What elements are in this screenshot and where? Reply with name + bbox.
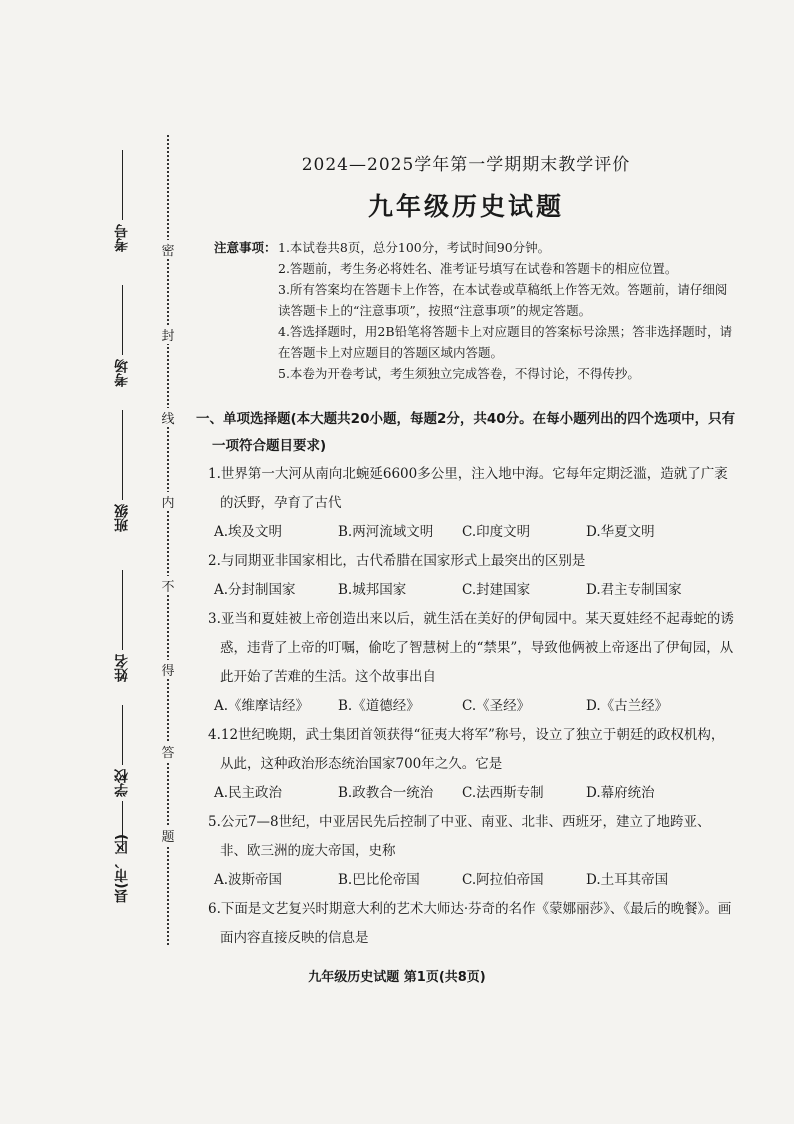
notice-block — [196, 237, 736, 384]
exam-content — [196, 150, 736, 953]
field-class: 班级 — [100, 410, 144, 536]
question — [196, 547, 736, 605]
question — [196, 808, 736, 895]
option: B.政教合一统治 — [338, 785, 434, 801]
question-stem: 6.下面是文艺复兴时期意大利的艺术大师达·芬奇的名作《蒙娜丽莎》、《最后的晚餐》。画面内容直接反映的信息是 — [208, 901, 732, 946]
notice-item: 4.答选择题时，用2B铅笔将答题卡上对应题目的答案标号涂黑；答非选择题时，请在答题卡上对应题目的答题区域内答题。 — [278, 324, 733, 360]
notice-item: 3.所有答案均在答题卡上作答，在本试卷或草稿纸上作答无效。答题前，请仔细阅读答题卡上的“注意事项”，按照“注意事项”的规定答题。 — [278, 282, 728, 318]
option: B.两河流域文明 — [338, 524, 434, 540]
question — [196, 895, 736, 953]
question-stem: 3.亚当和夏娃被上帝创造出来以后，就生活在美好的伊甸园中。某天夏娃经不起毒蛇的诱惑，违背了上帝的叮嘱，偷吃了智慧树上的“禁果”，导致他俩被上帝逐出了伊甸园，从此开始了苦难的生活。这个故事出自 — [208, 611, 734, 685]
binding-margin — [100, 150, 144, 950]
seal-char: 得 — [160, 660, 176, 679]
page-footer: 九年级历史试题 第1页(共8页) — [308, 970, 486, 985]
field-exam-number: 考号 — [100, 150, 144, 256]
question-stem: 2.与同期亚非国家相比，古代希腊在国家形式上最突出的区别是 — [208, 553, 586, 569]
notice-item: 5.本卷为开卷考试，考生须独立完成答卷，不得讨论，不得传抄。 — [278, 366, 640, 381]
option: B.巴比伦帝国 — [338, 872, 420, 888]
exam-subtitle: 2024—2025学年第一学期期末教学评价 — [301, 155, 631, 175]
option: A.《维摩诘经》 — [214, 698, 310, 714]
field-county: 县(市、区) — [114, 834, 130, 903]
seal-char: 题 — [160, 826, 176, 845]
question-stem: 1.世界第一大河从南向北蜿延6600多公里，注入地中海。它每年定期泛滥，造就了广袤的沃野，孕育了古代 — [208, 466, 728, 511]
option: A.分封制国家 — [214, 582, 296, 598]
option: C.法西斯专制 — [462, 785, 544, 801]
section-heading: 一、单项选择题(本大题共20小题，每题2分，共40分。在每小题列出的四个选项中，只有 一项符合题目要求) — [196, 411, 736, 454]
field-exam-room: 考场 — [100, 285, 144, 391]
seal-char: 密 — [160, 240, 176, 259]
notice-item: 1.本试卷共8页，总分100分，考试时间90分钟。 — [278, 240, 551, 255]
option: A.波斯帝国 — [214, 872, 283, 888]
question-stem: 5.公元7—8世纪，中亚居民先后控制了中亚、南亚、北非、西班牙，建立了地跨亚、非、欧三洲的庞大帝国，史称 — [208, 814, 711, 859]
option: C.印度文明 — [462, 524, 531, 540]
seal-char: 不 — [160, 576, 176, 595]
field-name: 姓名 — [100, 570, 144, 686]
question — [196, 605, 736, 721]
question-stem: 4.12世纪晚期，武士集团首领获得“征夷大将军”称号，设立了独立于朝廷的政权机构，从此，这种政治形态统治国家700年之久。它是 — [208, 727, 725, 772]
seal-char: 答 — [160, 742, 176, 761]
question — [196, 460, 736, 547]
field-school: 学校 — [100, 705, 144, 851]
seal-char: 线 — [160, 408, 176, 427]
option: D.幕府统治 — [586, 785, 655, 801]
option: C.阿拉伯帝国 — [462, 872, 544, 888]
option: A.埃及文明 — [214, 524, 283, 540]
option: D.《古兰经》 — [586, 698, 669, 714]
option: D.华夏文明 — [586, 524, 655, 540]
exam-title: 九年级历史试题 — [367, 192, 564, 221]
seal-char: 内 — [160, 492, 176, 511]
option: B.城邦国家 — [338, 582, 407, 598]
option: D.土耳其帝国 — [586, 872, 669, 888]
question — [196, 721, 736, 808]
seal-char: 封 — [160, 325, 176, 344]
option: C.封建国家 — [462, 582, 531, 598]
option: C.《圣经》 — [462, 698, 531, 714]
option: A.民主政治 — [214, 785, 283, 801]
notice-item: 2.答题前，考生务必将姓名、准考证号填写在试卷和答题卡的相应位置。 — [278, 261, 678, 276]
option: D.君主专制国家 — [586, 582, 682, 598]
option: B.《道德经》 — [338, 698, 420, 714]
notice-heading: 注意事项： — [214, 240, 277, 255]
